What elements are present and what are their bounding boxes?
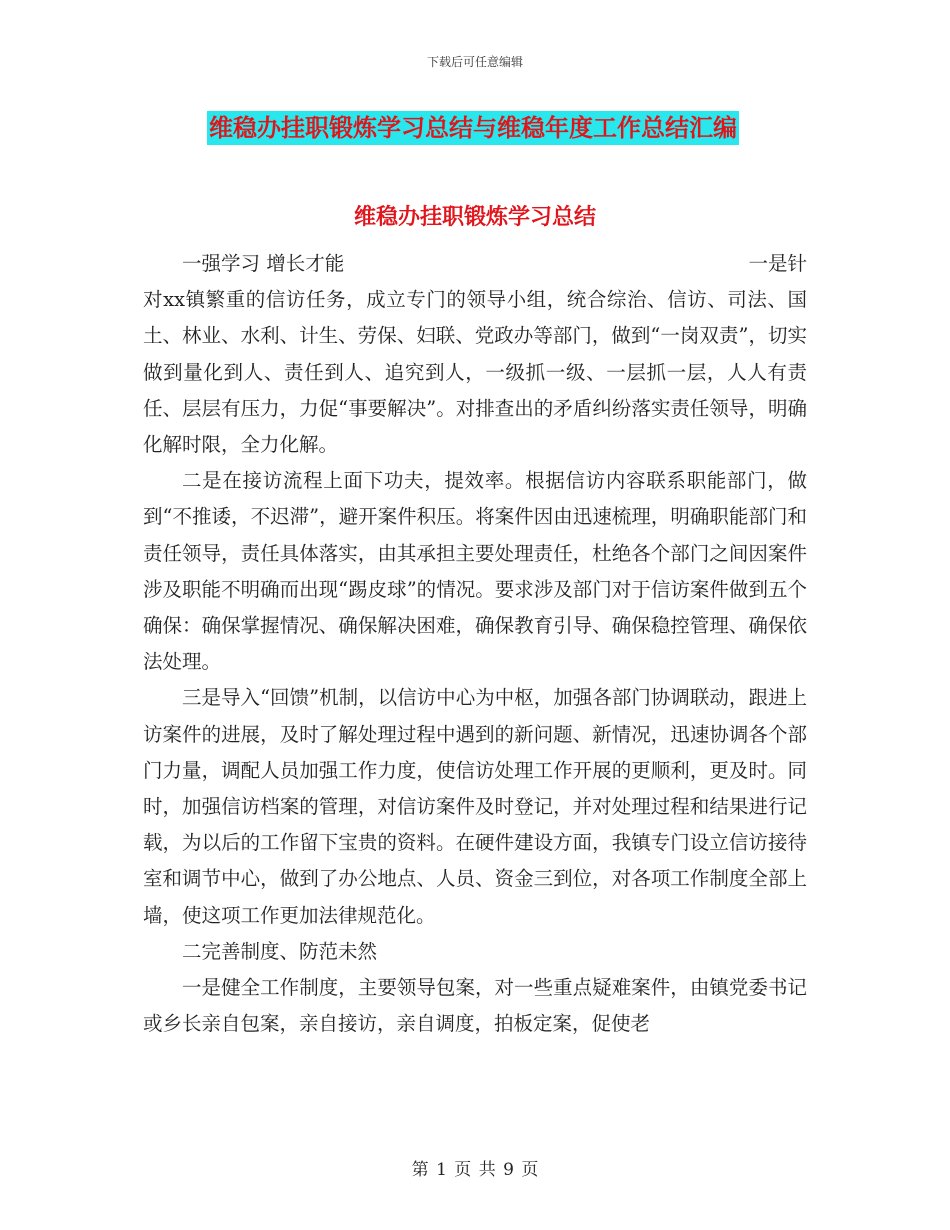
header-note: 下载后可任意编辑 <box>426 55 523 69</box>
document-main-title: 维稳办挂职锻炼学习总结与维稳年度工作总结汇编 <box>207 111 739 145</box>
paragraph-4: 一是健全工作制度，主要领导包案，对一些重点疑难案件，由镇党委书记或乡长亲自包案，亲自接访，亲自调度，拍板定案，促使老 <box>143 976 807 1036</box>
paragraph-3: 三是导入“回馈”机制，以信访中心为中枢，加强各部门协调联动，跟进上访案件的进展，及时了解处理过程中遇到的新问题、新情况，迅速协调各个部门力量，调配人员加强工作力度，使信访处理工作开展的更顺利，更及时。同时，加强信访档案的管理，对信访案件及时登记，并对处理过程和结果进行记载，为以后的工作留下宝贵的资料。在硬件建设方面，我镇专门设立信访接待室和调节中心，做到了办公地点、人员、资金三到位，对各项工作制度全部上墙，使这项工作更加法律规范化。 <box>143 686 807 927</box>
section-heading-2: 二完善制度、防范未然 <box>182 939 378 963</box>
paragraph-1: 对xx镇繁重的信访任务，成立专门的领导小组，统合综治、信访、司法、国土、林业、水利、计生、劳保、妇联、党政办等部门，做到“一岗双责”，切实做到量化到人、责任到人、追究到人，一级抓一级、一层抓一层，人人有责任、层层有压力，力促“事要解决”。对排查出的矛盾纠纷落实责任领导，明确化解时限，全力化解。 <box>143 288 807 457</box>
page-footer: 第 1 页 共 9 页 <box>411 1160 539 1180</box>
section-title: 维稳办挂职锻炼学习总结 <box>353 204 596 230</box>
document-body <box>143 246 807 1042</box>
section-heading-line <box>143 246 807 282</box>
paragraph-lead: 一是针 <box>748 252 807 275</box>
section-heading: 一强学习 增长才能 <box>182 252 345 275</box>
paragraph-2: 二是在接访流程上面下功夫，提效率。根据信访内容联系职能部门，做到“不推诿，不迟滞”，避开案件积压。将案件因由迅速梳理，明确职能部门和责任领导，责任具体落实，由其承担主要处理责任，杜绝各个部门之间因案件涉及职能不明确而出现“踢皮球”的情况。要求涉及部门对于信访案件做到五个确保：确保掌握情况、确保解决困难，确保教育引导、确保稳控管理、确保依法处理。 <box>143 469 807 674</box>
